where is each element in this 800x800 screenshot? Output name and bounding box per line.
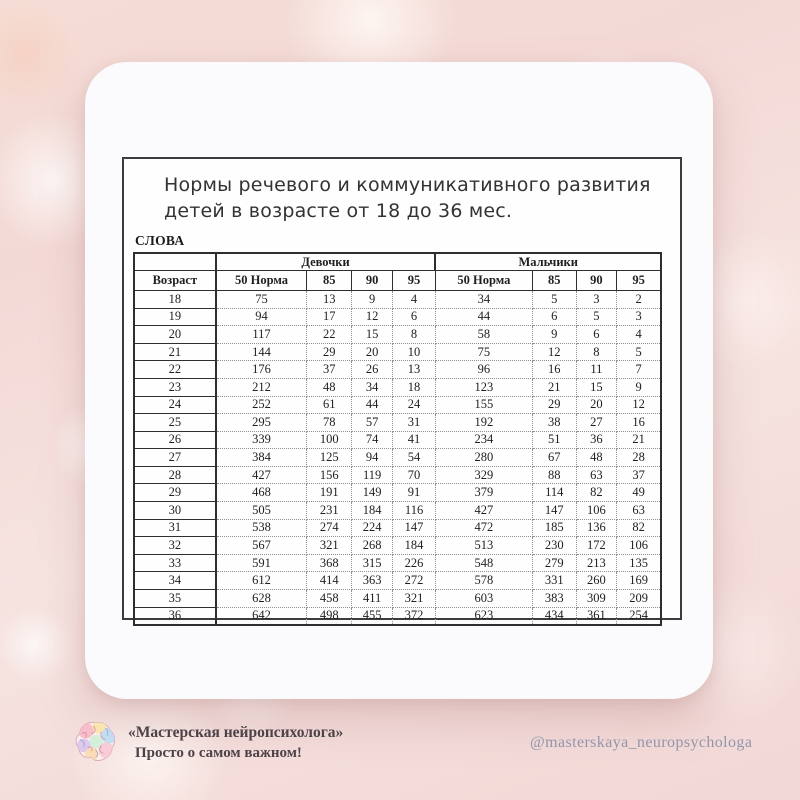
value-cell: 67 — [532, 449, 576, 467]
value-cell: 331 — [532, 572, 576, 590]
value-cell: 78 — [307, 414, 352, 432]
value-cell: 411 — [352, 590, 393, 608]
value-cell: 498 — [307, 607, 352, 625]
value-cell: 505 — [216, 502, 307, 520]
value-cell: 472 — [435, 519, 532, 537]
value-cell: 21 — [617, 431, 661, 449]
value-cell: 16 — [617, 414, 661, 432]
value-cell: 13 — [307, 290, 352, 308]
age-cell: 22 — [134, 361, 216, 379]
brand-text — [128, 722, 343, 764]
value-cell: 125 — [307, 449, 352, 467]
col-header-girls-90: 90 — [352, 270, 393, 290]
value-cell: 4 — [393, 290, 436, 308]
value-cell: 41 — [393, 431, 436, 449]
brain-logo-icon — [71, 718, 120, 765]
value-cell: 24 — [393, 396, 436, 414]
group-header-boys: Мальчики — [435, 253, 661, 270]
value-cell: 17 — [307, 308, 352, 326]
table-row — [134, 466, 661, 484]
value-cell: 38 — [532, 414, 576, 432]
value-cell: 455 — [352, 607, 393, 625]
value-cell: 63 — [576, 466, 617, 484]
value-cell: 212 — [216, 378, 307, 396]
age-cell: 20 — [134, 326, 216, 344]
value-cell: 147 — [393, 519, 436, 537]
value-cell: 5 — [617, 343, 661, 361]
table-row — [134, 308, 661, 326]
value-cell: 254 — [617, 607, 661, 625]
value-cell: 9 — [352, 290, 393, 308]
value-cell: 8 — [393, 326, 436, 344]
value-cell: 29 — [307, 343, 352, 361]
value-cell: 315 — [352, 554, 393, 572]
age-cell: 27 — [134, 449, 216, 467]
value-cell: 54 — [393, 449, 436, 467]
value-cell: 192 — [435, 414, 532, 432]
value-cell: 91 — [393, 484, 436, 502]
table-row — [134, 449, 661, 467]
value-cell: 4 — [617, 326, 661, 344]
age-cell: 23 — [134, 378, 216, 396]
table-row — [134, 431, 661, 449]
title-line-2: детей в возрасте от 18 до 36 мес. — [164, 200, 513, 223]
value-cell: 12 — [617, 396, 661, 414]
value-cell: 94 — [216, 308, 307, 326]
col-header-boys-norm: 50 Норма — [435, 270, 532, 290]
brand-name: «Мастерская нейропсихолога» — [128, 724, 344, 741]
value-cell: 51 — [532, 431, 576, 449]
value-cell: 149 — [352, 484, 393, 502]
value-cell: 427 — [435, 502, 532, 520]
value-cell: 27 — [576, 414, 617, 432]
value-cell: 82 — [617, 519, 661, 537]
table-row — [134, 326, 661, 344]
value-cell: 156 — [307, 466, 352, 484]
value-cell: 34 — [435, 290, 532, 308]
value-cell: 123 — [435, 378, 532, 396]
value-cell: 31 — [393, 414, 436, 432]
value-cell: 468 — [216, 484, 307, 502]
table-row — [134, 519, 661, 537]
value-cell: 372 — [393, 607, 436, 625]
value-cell: 15 — [576, 378, 617, 396]
document-frame — [122, 157, 682, 623]
title-line-1: Нормы речевого и коммуникативного развития — [164, 174, 651, 196]
value-cell: 260 — [576, 572, 617, 590]
col-header-girls-norm: 50 Норма — [216, 270, 307, 290]
value-cell: 37 — [307, 361, 352, 379]
value-cell: 213 — [576, 554, 617, 572]
value-cell: 623 — [435, 607, 532, 625]
value-cell: 12 — [352, 308, 393, 326]
value-cell: 75 — [435, 343, 532, 361]
value-cell: 295 — [216, 414, 307, 432]
value-cell: 427 — [216, 466, 307, 484]
value-cell: 612 — [216, 572, 307, 590]
col-header-boys-90: 90 — [576, 270, 617, 290]
group-header-row — [134, 253, 661, 270]
value-cell: 8 — [576, 343, 617, 361]
value-cell: 37 — [617, 466, 661, 484]
value-cell: 6 — [576, 326, 617, 344]
value-cell: 230 — [532, 537, 576, 555]
table-row — [134, 554, 661, 572]
value-cell: 184 — [352, 502, 393, 520]
value-cell: 12 — [532, 343, 576, 361]
table-row — [134, 607, 661, 625]
value-cell: 48 — [576, 449, 617, 467]
value-cell: 6 — [393, 308, 436, 326]
value-cell: 224 — [352, 519, 393, 537]
table-row — [134, 361, 661, 379]
value-cell: 44 — [352, 396, 393, 414]
age-column-header: Возраст — [134, 270, 216, 290]
value-cell: 48 — [307, 378, 352, 396]
value-cell: 61 — [307, 396, 352, 414]
value-cell: 44 — [435, 308, 532, 326]
value-cell: 184 — [393, 537, 436, 555]
value-cell: 155 — [435, 396, 532, 414]
value-cell: 9 — [617, 378, 661, 396]
value-cell: 383 — [532, 590, 576, 608]
value-cell: 94 — [352, 449, 393, 467]
white-card — [85, 62, 713, 699]
document-title — [124, 159, 680, 224]
value-cell: 106 — [576, 502, 617, 520]
value-cell: 26 — [352, 361, 393, 379]
value-cell: 3 — [576, 290, 617, 308]
value-cell: 321 — [307, 537, 352, 555]
value-cell: 434 — [532, 607, 576, 625]
value-cell: 21 — [532, 378, 576, 396]
value-cell: 567 — [216, 537, 307, 555]
value-cell: 309 — [576, 590, 617, 608]
value-cell: 169 — [617, 572, 661, 590]
value-cell: 100 — [307, 431, 352, 449]
table-row — [134, 572, 661, 590]
value-cell: 268 — [352, 537, 393, 555]
value-cell: 379 — [435, 484, 532, 502]
brand-slogan: Просто о самом важном! — [135, 745, 302, 761]
value-cell: 280 — [435, 449, 532, 467]
value-cell: 116 — [393, 502, 436, 520]
value-cell: 136 — [576, 519, 617, 537]
value-cell: 49 — [617, 484, 661, 502]
value-cell: 185 — [532, 519, 576, 537]
value-cell: 368 — [307, 554, 352, 572]
corner-cell — [134, 253, 216, 270]
value-cell: 16 — [532, 361, 576, 379]
value-cell: 321 — [393, 590, 436, 608]
table-row — [134, 378, 661, 396]
value-cell: 7 — [617, 361, 661, 379]
value-cell: 147 — [532, 502, 576, 520]
age-cell: 24 — [134, 396, 216, 414]
value-cell: 176 — [216, 361, 307, 379]
age-cell: 18 — [134, 290, 216, 308]
table-row — [134, 502, 661, 520]
age-cell: 33 — [134, 554, 216, 572]
value-cell: 603 — [435, 590, 532, 608]
table-row — [134, 396, 661, 414]
value-cell: 88 — [532, 466, 576, 484]
value-cell: 384 — [216, 449, 307, 467]
value-cell: 6 — [532, 308, 576, 326]
value-cell: 231 — [307, 502, 352, 520]
value-cell: 458 — [307, 590, 352, 608]
table-row — [134, 590, 661, 608]
value-cell: 329 — [435, 466, 532, 484]
age-cell: 32 — [134, 537, 216, 555]
footer — [0, 712, 800, 782]
value-cell: 548 — [435, 554, 532, 572]
value-cell: 22 — [307, 326, 352, 344]
age-cell: 19 — [134, 308, 216, 326]
table-row — [134, 537, 661, 555]
value-cell: 274 — [307, 519, 352, 537]
value-cell: 252 — [216, 396, 307, 414]
value-cell: 2 — [617, 290, 661, 308]
value-cell: 578 — [435, 572, 532, 590]
value-cell: 642 — [216, 607, 307, 625]
value-cell: 114 — [532, 484, 576, 502]
value-cell: 15 — [352, 326, 393, 344]
value-cell: 5 — [532, 290, 576, 308]
value-cell: 361 — [576, 607, 617, 625]
value-cell: 63 — [617, 502, 661, 520]
col-header-girls-95: 95 — [393, 270, 436, 290]
value-cell: 414 — [307, 572, 352, 590]
value-cell: 628 — [216, 590, 307, 608]
value-cell: 117 — [216, 326, 307, 344]
value-cell: 9 — [532, 326, 576, 344]
age-cell: 34 — [134, 572, 216, 590]
norms-table — [133, 252, 662, 625]
value-cell: 75 — [216, 290, 307, 308]
age-cell: 29 — [134, 484, 216, 502]
col-header-boys-85: 85 — [532, 270, 576, 290]
value-cell: 363 — [352, 572, 393, 590]
age-cell: 25 — [134, 414, 216, 432]
subheader-row — [134, 270, 661, 290]
social-handle: @masterskaya_neuropsychologa — [530, 734, 753, 751]
value-cell: 5 — [576, 308, 617, 326]
value-cell: 513 — [435, 537, 532, 555]
age-cell: 21 — [134, 343, 216, 361]
value-cell: 279 — [532, 554, 576, 572]
value-cell: 20 — [576, 396, 617, 414]
value-cell: 272 — [393, 572, 436, 590]
value-cell: 172 — [576, 537, 617, 555]
table-row — [134, 290, 661, 308]
age-cell: 28 — [134, 466, 216, 484]
group-header-girls: Девочки — [216, 253, 436, 270]
col-header-girls-85: 85 — [307, 270, 352, 290]
value-cell: 28 — [617, 449, 661, 467]
value-cell: 57 — [352, 414, 393, 432]
col-header-boys-95: 95 — [617, 270, 661, 290]
value-cell: 29 — [532, 396, 576, 414]
age-cell: 31 — [134, 519, 216, 537]
value-cell: 106 — [617, 537, 661, 555]
value-cell: 82 — [576, 484, 617, 502]
value-cell: 339 — [216, 431, 307, 449]
value-cell: 96 — [435, 361, 532, 379]
value-cell: 70 — [393, 466, 436, 484]
age-cell: 26 — [134, 431, 216, 449]
value-cell: 234 — [435, 431, 532, 449]
value-cell: 209 — [617, 590, 661, 608]
value-cell: 11 — [576, 361, 617, 379]
value-cell: 119 — [352, 466, 393, 484]
table-row — [134, 414, 661, 432]
value-cell: 10 — [393, 343, 436, 361]
table-row — [134, 343, 661, 361]
age-cell: 36 — [134, 607, 216, 625]
value-cell: 13 — [393, 361, 436, 379]
value-cell: 538 — [216, 519, 307, 537]
value-cell: 18 — [393, 378, 436, 396]
value-cell: 36 — [576, 431, 617, 449]
table-row — [134, 484, 661, 502]
value-cell: 20 — [352, 343, 393, 361]
value-cell: 226 — [393, 554, 436, 572]
value-cell: 3 — [617, 308, 661, 326]
value-cell: 144 — [216, 343, 307, 361]
age-cell: 30 — [134, 502, 216, 520]
value-cell: 34 — [352, 378, 393, 396]
value-cell: 191 — [307, 484, 352, 502]
value-cell: 58 — [435, 326, 532, 344]
section-label-words: СЛОВА — [135, 233, 185, 249]
norms-table-body — [134, 290, 661, 624]
age-cell: 35 — [134, 590, 216, 608]
value-cell: 591 — [216, 554, 307, 572]
value-cell: 74 — [352, 431, 393, 449]
value-cell: 135 — [617, 554, 661, 572]
